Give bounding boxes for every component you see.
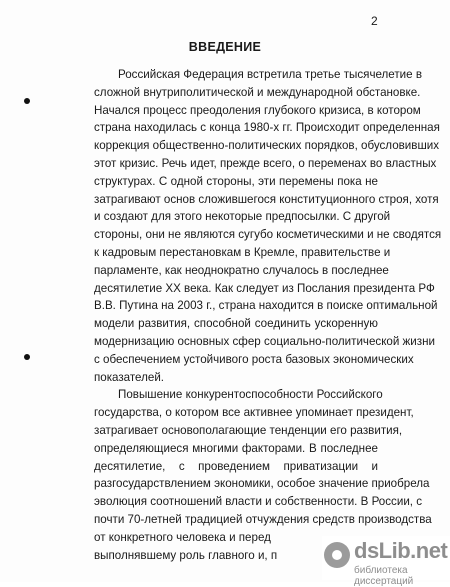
text-line: почти 70-летней традицией отчуждения средств производства (94, 512, 432, 526)
text-line: к кадровым перестановкам в Кремле, правительстве и (94, 245, 391, 259)
text-line: стороны, они не являются сугубо косметическими и не сводятся (94, 228, 442, 242)
text-line: Начался процесс преодоления глубокого кризиса, в котором (94, 103, 421, 117)
text-line: В.В. Путина на 2003 г., страна находится в поиске оптимальной (94, 299, 438, 313)
text-line: модернизацию основных сфер социально-политической жизни (94, 334, 435, 348)
text-line: этот кризис. Речь идет, прежде всего, о переменах во властных (94, 156, 437, 170)
watermark-tagline: библиотека диссертаций (354, 565, 414, 587)
text-line: парламенте, как неоднократно случалось в последнее (94, 263, 389, 277)
section-title: ВВЕДЕНИЕ (188, 40, 262, 54)
text-line: сложной внутриполитической и международной обстановке. (94, 85, 421, 99)
text-line: государства, о котором все активнее упоминает президент, (94, 406, 414, 420)
text-line: разгосударствлением экономики, особое значение приобрела (94, 477, 430, 491)
watermark-logo (322, 536, 450, 587)
text-line: от конкретного человека и перед (94, 530, 271, 544)
text-line: модели развития, способной соединить ускоренную (94, 317, 378, 331)
punch-hole-mark (24, 354, 30, 360)
watermark-name: dsLib.net (354, 538, 448, 563)
text-line: затрагивает основополагающие тенденции его развития, (94, 423, 403, 437)
text-line: Российская Федерация встретила третье тысячелетие в (118, 68, 422, 81)
text-line: страна находилась с конца 1980-х гг. Происходит определенная (94, 121, 440, 135)
text-line: коррекция общественно-политических порядков, обусловивших (94, 139, 440, 153)
text-line: с обеспечением устойчивого роста базовых экономических (94, 352, 414, 366)
text-line: Повышение конкурентоспособности Российского (118, 388, 383, 402)
page-number: 2 (371, 14, 378, 28)
text-line: структурах. С одной стороны, эти перемены пока не (94, 174, 378, 188)
text-line: затрагивают основ сложившегося конституционного строя, хотя (94, 192, 439, 206)
text-line: десятилетие XX века. Как следует из Послания президента РФ (94, 281, 435, 295)
punch-hole-mark (24, 98, 30, 104)
text-line: и создают для этого некоторые предпосылки. С другой (94, 210, 391, 224)
text-line: эволюция соотношений власти и собственности. В России, с (94, 495, 423, 509)
text-line: десятилетие, с проведением приватизации и (94, 459, 378, 473)
text-line: показателей. (94, 370, 165, 384)
text-line: выполнявшему роль главного и, п (94, 548, 278, 562)
logo-icon (324, 542, 350, 568)
text-line: определяющиеся многими факторами. В последнее (94, 441, 378, 455)
